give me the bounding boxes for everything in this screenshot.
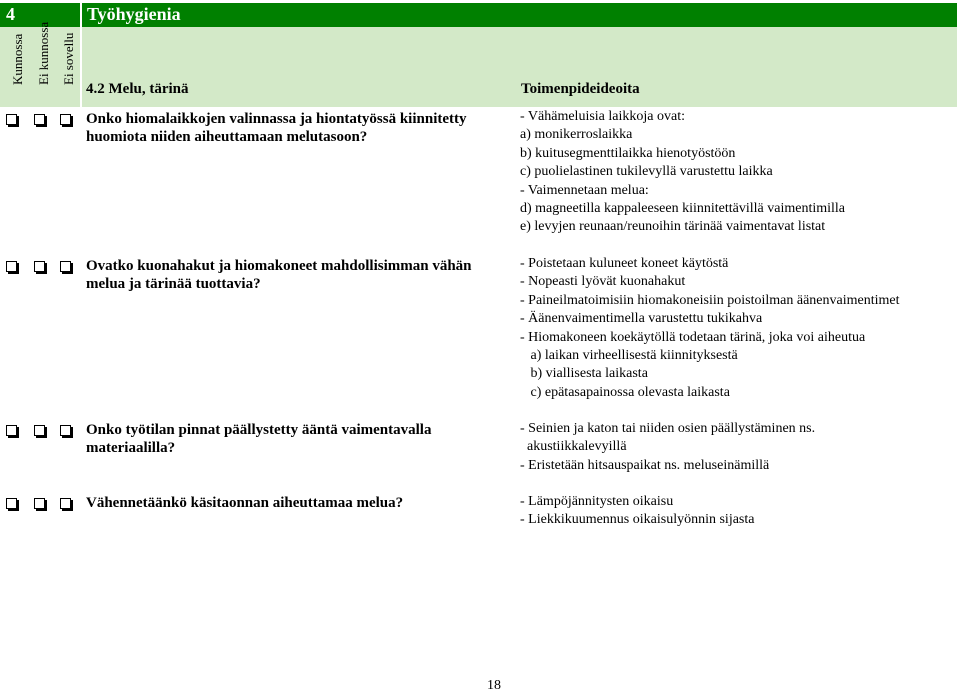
question-text: Onko hiomalaikkojen valinnassa ja hiontatyössä kiinnitetty huomiota niiden aiheuttamaan melutasoon?	[86, 111, 467, 145]
checkbox-ei-kunnossa[interactable]	[34, 114, 45, 125]
answer-text: - Seinien ja katon tai niiden osien päällystäminen ns. akustiikkalevyillä - Eristetään hitsauspaikat ns. meluseinämillä	[520, 421, 816, 473]
question-text: Onko työtilan pinnat päällystetty ääntä vaimentavalla materiaalilla?	[86, 422, 432, 456]
page-number: 18	[487, 678, 501, 693]
subsection-title: 4.2 Melu, tärinä	[86, 81, 189, 97]
column-header-ei-kunnossa: Ei kunnossa	[36, 21, 51, 85]
section-number: 4	[6, 4, 15, 24]
checkbox-kunnossa[interactable]	[6, 498, 17, 509]
checkbox-ei-kunnossa[interactable]	[34, 425, 45, 436]
checkbox-ei-kunnossa[interactable]	[34, 498, 45, 509]
status-column-headers	[0, 21, 80, 107]
ideas-column-header: Toimenpideideoita	[521, 81, 640, 97]
answer-text: - Poistetaan kuluneet koneet käytöstä - Nopeasti lyövät kuonahakut - Paineilmatoimisiin hiomakoneisiin poistoilman äänenvaimentimet - Äänenvaimentimella varustettu tukikahva - Hiomakoneen koekäytöllä todetaan tärinä, joka voi aiheutua a) laikan virheellisestä kiinnityksestä b) viallisesta laikasta c) epätasapainossa olevasta laikasta	[520, 256, 900, 400]
subsection-header-band	[82, 27, 957, 107]
checkbox-kunnossa[interactable]	[6, 261, 17, 272]
answer-text: - Lämpöjännitysten oikaisu - Liekkikuumennus oikaisulyönnin sijasta	[520, 494, 755, 528]
question-text: Vähennetäänkö käsitaonnan aiheuttamaa melua?	[86, 495, 404, 511]
section-title-bar	[82, 3, 957, 27]
column-header-ei-sovellu: Ei sovellu	[61, 32, 76, 85]
section-title: Työhygienia	[87, 4, 181, 24]
checkbox-ei-sovellu[interactable]	[60, 498, 71, 509]
checkbox-kunnossa[interactable]	[6, 114, 17, 125]
checkbox-ei-sovellu[interactable]	[60, 425, 71, 436]
checkbox-ei-sovellu[interactable]	[60, 261, 71, 272]
question-text: Ovatko kuonahakut ja hiomakoneet mahdollisimman vähän melua ja tärinää tuottavia?	[86, 258, 472, 292]
checkbox-ei-sovellu[interactable]	[60, 114, 71, 125]
checkbox-kunnossa[interactable]	[6, 425, 17, 436]
answer-text: - Vähämeluisia laikkoja ovat: a) monikerroslaikka b) kuitusegmenttilaikka hienotyöstöön c) puolielastinen tukilevyllä varustettu laikka - Vaimennetaan melua: d) magneetilla kappaleeseen kiinnitettävillä vaimentimilla e) levyjen reunaan/reunoihin tärinää vaimentavat listat	[520, 109, 845, 235]
column-header-kunnossa: Kunnossa	[10, 33, 25, 85]
checkbox-ei-kunnossa[interactable]	[34, 261, 45, 272]
